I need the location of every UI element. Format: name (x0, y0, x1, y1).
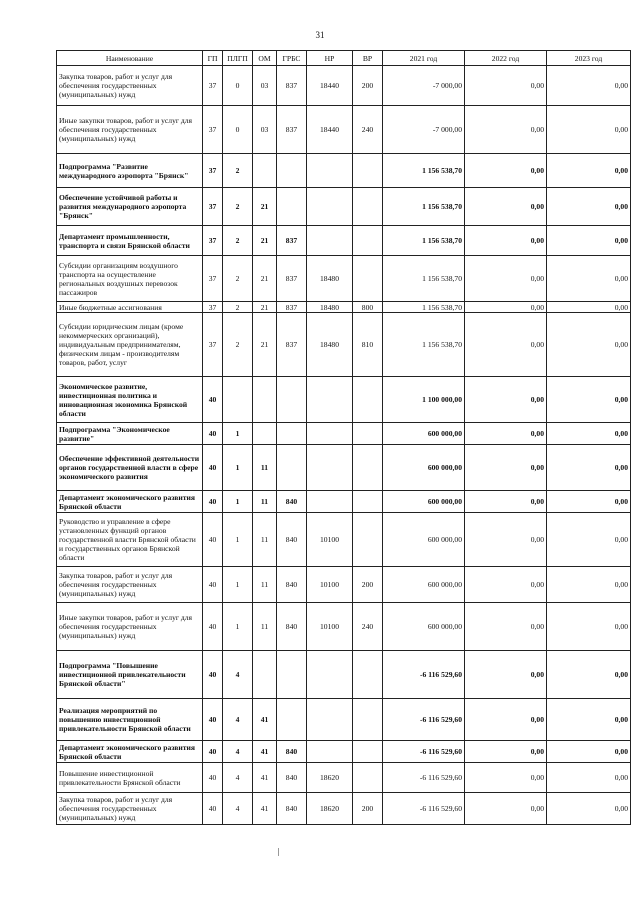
cell-2021: -6 116 529,60 (383, 651, 465, 699)
cell-2022: 0,00 (465, 106, 547, 154)
cell-2021: -7 000,00 (383, 66, 465, 106)
cell-nr: 18480 (307, 313, 353, 377)
cell-plgp: 1 (223, 567, 253, 603)
cell-2022: 0,00 (465, 154, 547, 188)
cell-grbs: 837 (277, 226, 307, 256)
cell-2022: 0,00 (465, 491, 547, 513)
cell-om: 11 (253, 445, 277, 491)
cell-om: 21 (253, 226, 277, 256)
cell-2023: 0,00 (547, 603, 631, 651)
cell-gp: 40 (203, 741, 223, 763)
cell-nr: 18620 (307, 793, 353, 825)
header-nr: НР (307, 51, 353, 66)
cell-nr (307, 188, 353, 226)
cell-vr (353, 188, 383, 226)
cell-nr: 18480 (307, 256, 353, 302)
cell-nr (307, 377, 353, 423)
cell-name: Департамент экономического развития Брянской области (57, 491, 203, 513)
cell-nr (307, 154, 353, 188)
cell-om: 11 (253, 491, 277, 513)
cell-name: Субсидии юридическим лицам (кроме некоммерческих организаций), индивидуальным предпринимателям, физическим лицам - производителям товаров, работ, услуг (57, 313, 203, 377)
cell-name: Закупка товаров, работ и услуг для обеспечения государственных (муниципальных) нужд (57, 567, 203, 603)
table-row (57, 741, 631, 763)
cell-vr (353, 513, 383, 567)
cell-gp: 40 (203, 445, 223, 491)
cell-2021: 600 000,00 (383, 513, 465, 567)
cell-grbs: 840 (277, 567, 307, 603)
cell-plgp: 4 (223, 699, 253, 741)
cell-2023: 0,00 (547, 793, 631, 825)
cell-plgp: 2 (223, 313, 253, 377)
cell-grbs (277, 445, 307, 491)
table-header-row (57, 51, 631, 66)
cell-om (253, 651, 277, 699)
cell-grbs (277, 188, 307, 226)
table-row (57, 66, 631, 106)
cell-2023: 0,00 (547, 188, 631, 226)
cell-2022: 0,00 (465, 651, 547, 699)
cell-2022: 0,00 (465, 313, 547, 377)
cell-om (253, 154, 277, 188)
cell-om (253, 423, 277, 445)
table-row (57, 154, 631, 188)
cell-nr: 10100 (307, 567, 353, 603)
cell-nr: 18440 (307, 66, 353, 106)
cell-name: Подпрограмма "Развитие международного аэропорта "Брянск" (57, 154, 203, 188)
table-row (57, 256, 631, 302)
cell-nr (307, 423, 353, 445)
cell-nr (307, 491, 353, 513)
cell-gp: 37 (203, 226, 223, 256)
cell-name: Иные закупки товаров, работ и услуг для обеспечения государственных (муниципальных) нужд (57, 106, 203, 154)
cell-grbs: 837 (277, 313, 307, 377)
cell-gp: 40 (203, 603, 223, 651)
scan-mark (278, 848, 279, 856)
cell-om: 41 (253, 793, 277, 825)
table-row (57, 302, 631, 313)
cell-vr (353, 445, 383, 491)
cell-2022: 0,00 (465, 763, 547, 793)
cell-gp: 40 (203, 377, 223, 423)
header-grbs: ГРБС (277, 51, 307, 66)
cell-vr: 200 (353, 793, 383, 825)
cell-grbs: 840 (277, 513, 307, 567)
cell-nr: 18620 (307, 763, 353, 793)
cell-nr (307, 741, 353, 763)
table-row (57, 513, 631, 567)
cell-grbs: 837 (277, 256, 307, 302)
cell-2022: 0,00 (465, 302, 547, 313)
cell-2022: 0,00 (465, 66, 547, 106)
cell-2023: 0,00 (547, 699, 631, 741)
cell-plgp: 1 (223, 603, 253, 651)
cell-plgp: 0 (223, 66, 253, 106)
cell-nr (307, 445, 353, 491)
cell-2022: 0,00 (465, 445, 547, 491)
cell-grbs (277, 651, 307, 699)
cell-grbs: 840 (277, 793, 307, 825)
cell-vr (353, 256, 383, 302)
table-row (57, 106, 631, 154)
cell-plgp: 1 (223, 445, 253, 491)
cell-2023: 0,00 (547, 567, 631, 603)
cell-gp: 37 (203, 256, 223, 302)
cell-grbs (277, 699, 307, 741)
cell-2021: 1 156 538,70 (383, 154, 465, 188)
table-row (57, 763, 631, 793)
cell-name: Департамент промышленности, транспорта и связи Брянской области (57, 226, 203, 256)
cell-2021: -6 116 529,60 (383, 741, 465, 763)
cell-plgp: 2 (223, 302, 253, 313)
cell-2021: 1 100 000,00 (383, 377, 465, 423)
cell-2023: 0,00 (547, 491, 631, 513)
cell-2023: 0,00 (547, 513, 631, 567)
cell-om: 41 (253, 741, 277, 763)
cell-grbs: 840 (277, 763, 307, 793)
cell-gp: 40 (203, 793, 223, 825)
cell-vr (353, 651, 383, 699)
cell-2023: 0,00 (547, 445, 631, 491)
cell-om: 11 (253, 567, 277, 603)
table-row (57, 226, 631, 256)
cell-plgp: 2 (223, 256, 253, 302)
cell-name: Подпрограмма "Повышение инвестиционной привлекательности Брянской области" (57, 651, 203, 699)
cell-name: Экономическое развитие, инвестиционная политика и инновационная экономика Брянской области (57, 377, 203, 423)
cell-plgp: 1 (223, 491, 253, 513)
cell-2022: 0,00 (465, 188, 547, 226)
table-row (57, 445, 631, 491)
cell-2021: -6 116 529,60 (383, 793, 465, 825)
cell-2023: 0,00 (547, 651, 631, 699)
cell-name: Руководство и управление в сфере установленных функций органов государственной власти Брянской области и государственных органов Брянской области (57, 513, 203, 567)
cell-2021: 600 000,00 (383, 567, 465, 603)
cell-grbs: 840 (277, 603, 307, 651)
cell-2023: 0,00 (547, 66, 631, 106)
cell-om: 03 (253, 106, 277, 154)
cell-plgp: 4 (223, 651, 253, 699)
cell-grbs: 837 (277, 302, 307, 313)
cell-gp: 37 (203, 106, 223, 154)
cell-nr: 10100 (307, 603, 353, 651)
cell-2021: -6 116 529,60 (383, 699, 465, 741)
cell-2023: 0,00 (547, 763, 631, 793)
header-vr: ВР (353, 51, 383, 66)
cell-vr: 200 (353, 567, 383, 603)
cell-vr (353, 699, 383, 741)
cell-name: Департамент экономического развития Брянской области (57, 741, 203, 763)
cell-grbs (277, 377, 307, 423)
cell-2023: 0,00 (547, 154, 631, 188)
header-2023: 2023 год (547, 51, 631, 66)
cell-nr: 18440 (307, 106, 353, 154)
cell-2021: 1 156 538,70 (383, 313, 465, 377)
cell-2023: 0,00 (547, 106, 631, 154)
budget-table (56, 50, 631, 825)
header-name: Наименование (57, 51, 203, 66)
cell-vr (353, 491, 383, 513)
cell-2021: -6 116 529,60 (383, 763, 465, 793)
cell-gp: 40 (203, 699, 223, 741)
table-row (57, 377, 631, 423)
cell-plgp: 4 (223, 763, 253, 793)
cell-gp: 40 (203, 567, 223, 603)
cell-grbs: 840 (277, 741, 307, 763)
cell-vr (353, 154, 383, 188)
cell-nr (307, 699, 353, 741)
cell-name: Субсидии организациям воздушного транспорта на осуществление региональных воздушных перевозок пассажиров (57, 256, 203, 302)
cell-gp: 37 (203, 154, 223, 188)
table-body (57, 66, 631, 825)
table-row (57, 603, 631, 651)
cell-2023: 0,00 (547, 741, 631, 763)
cell-name: Закупка товаров, работ и услуг для обеспечения государственных (муниципальных) нужд (57, 66, 203, 106)
cell-grbs: 837 (277, 66, 307, 106)
cell-name: Обеспечение эффективной деятельности органов государственной власти в сфере экономического развития (57, 445, 203, 491)
cell-vr (353, 423, 383, 445)
header-2022: 2022 год (465, 51, 547, 66)
cell-2021: 600 000,00 (383, 445, 465, 491)
cell-2021: 600 000,00 (383, 491, 465, 513)
cell-gp: 40 (203, 763, 223, 793)
cell-om: 11 (253, 513, 277, 567)
cell-2022: 0,00 (465, 699, 547, 741)
cell-2023: 0,00 (547, 226, 631, 256)
cell-2023: 0,00 (547, 423, 631, 445)
cell-vr (353, 226, 383, 256)
cell-2022: 0,00 (465, 377, 547, 423)
cell-vr: 800 (353, 302, 383, 313)
cell-name: Иные бюджетные ассигнования (57, 302, 203, 313)
cell-vr: 240 (353, 106, 383, 154)
page-number: 31 (315, 30, 325, 40)
header-plgp: ПЛГП (223, 51, 253, 66)
table-row (57, 651, 631, 699)
cell-plgp: 2 (223, 188, 253, 226)
cell-gp: 40 (203, 423, 223, 445)
cell-plgp: 1 (223, 513, 253, 567)
cell-2022: 0,00 (465, 567, 547, 603)
cell-name: Закупка товаров, работ и услуг для обеспечения государственных (муниципальных) нужд (57, 793, 203, 825)
cell-gp: 37 (203, 66, 223, 106)
cell-nr (307, 651, 353, 699)
cell-om: 21 (253, 256, 277, 302)
cell-vr (353, 763, 383, 793)
table-row (57, 188, 631, 226)
cell-2023: 0,00 (547, 313, 631, 377)
table-row (57, 567, 631, 603)
cell-2022: 0,00 (465, 513, 547, 567)
cell-om: 03 (253, 66, 277, 106)
cell-2023: 0,00 (547, 377, 631, 423)
cell-nr (307, 226, 353, 256)
cell-om: 21 (253, 302, 277, 313)
cell-2023: 0,00 (547, 302, 631, 313)
cell-2022: 0,00 (465, 793, 547, 825)
cell-plgp: 2 (223, 154, 253, 188)
cell-om: 21 (253, 313, 277, 377)
cell-plgp: 4 (223, 793, 253, 825)
cell-2022: 0,00 (465, 423, 547, 445)
cell-nr: 10100 (307, 513, 353, 567)
cell-2021: -7 000,00 (383, 106, 465, 154)
cell-vr (353, 741, 383, 763)
cell-2021: 1 156 538,70 (383, 188, 465, 226)
cell-2022: 0,00 (465, 226, 547, 256)
cell-gp: 37 (203, 188, 223, 226)
cell-plgp: 0 (223, 106, 253, 154)
cell-plgp: 2 (223, 226, 253, 256)
cell-gp: 37 (203, 313, 223, 377)
table-row (57, 313, 631, 377)
cell-grbs (277, 423, 307, 445)
cell-grbs: 837 (277, 106, 307, 154)
cell-om (253, 377, 277, 423)
cell-vr (353, 377, 383, 423)
cell-gp: 40 (203, 491, 223, 513)
cell-name: Подпрограмма "Экономическое развитие" (57, 423, 203, 445)
cell-om: 11 (253, 603, 277, 651)
cell-plgp: 1 (223, 423, 253, 445)
table-row (57, 423, 631, 445)
table-row (57, 699, 631, 741)
cell-2021: 600 000,00 (383, 603, 465, 651)
cell-2022: 0,00 (465, 256, 547, 302)
cell-name: Повышение инвестиционной привлекательности Брянской области (57, 763, 203, 793)
header-2021: 2021 год (383, 51, 465, 66)
header-gp: ГП (203, 51, 223, 66)
cell-2021: 600 000,00 (383, 423, 465, 445)
cell-name: Иные закупки товаров, работ и услуг для обеспечения государственных (муниципальных) нужд (57, 603, 203, 651)
table-row (57, 491, 631, 513)
cell-2023: 0,00 (547, 256, 631, 302)
cell-name: Обеспечение устойчивой работы и развития международного аэропорта "Брянск" (57, 188, 203, 226)
cell-vr: 200 (353, 66, 383, 106)
cell-om: 41 (253, 699, 277, 741)
cell-gp: 40 (203, 513, 223, 567)
cell-vr: 810 (353, 313, 383, 377)
cell-plgp: 4 (223, 741, 253, 763)
cell-2021: 1 156 538,70 (383, 302, 465, 313)
cell-plgp (223, 377, 253, 423)
cell-grbs: 840 (277, 491, 307, 513)
cell-name: Реализация мероприятий по повышению инвестиционной привлекательности Брянской области (57, 699, 203, 741)
table-row (57, 793, 631, 825)
cell-grbs (277, 154, 307, 188)
cell-nr: 18480 (307, 302, 353, 313)
header-om: ОМ (253, 51, 277, 66)
cell-gp: 40 (203, 651, 223, 699)
cell-2021: 1 156 538,70 (383, 256, 465, 302)
cell-gp: 37 (203, 302, 223, 313)
cell-om: 41 (253, 763, 277, 793)
cell-2022: 0,00 (465, 603, 547, 651)
cell-2022: 0,00 (465, 741, 547, 763)
cell-2021: 1 156 538,70 (383, 226, 465, 256)
cell-om: 21 (253, 188, 277, 226)
cell-vr: 240 (353, 603, 383, 651)
